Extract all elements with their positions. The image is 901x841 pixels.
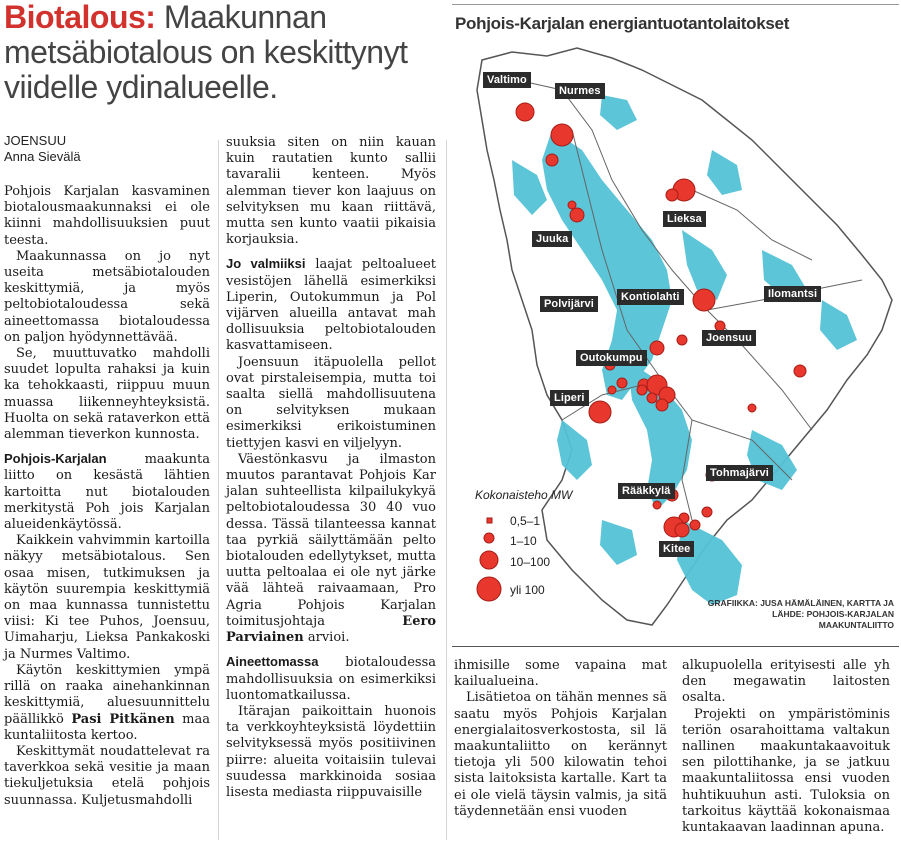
- legend-label: 1–10: [510, 534, 537, 548]
- paragraph: [226, 654, 436, 704]
- paragraph-text: laajat peltoalueet vesistöjen lähellä esimerkiksi Liperin, Outokummun ja Pol vijärven alueilla antavat mah dollisuuksia peltobiotalouden kasvattamiseen.: [226, 257, 437, 354]
- legend-label: yli 100: [510, 583, 545, 597]
- paragraph: [4, 663, 210, 744]
- paragraph: Keskittymät noudattelevat ra taverkkoa sekä vesitie ja maan tiekuljetuksia etelä pohjois suunnassa. Kuljetusmahdolli: [4, 743, 210, 808]
- paragraph: Joensuun itäpuolella pellot ovat pirstaleisempia, mutta toi saalta siellä mahdollisuutena on selvityksen mukaan esimerkiksi erikoistuminen tiettyjen kasvi en viljelyyn.: [226, 354, 436, 451]
- column-divider: [446, 140, 447, 840]
- headline-kicker: Biotalous:: [4, 0, 156, 35]
- paragraph: suuksia siten on niin kauan kuin rautatien kunto sallii tavaralii kenteen. Myös alemman tiever kon laajuus on selvityksen mu kaan riittävä, mutta sen kunto vaatii pikaisia korjauksia.: [226, 135, 436, 248]
- article-column-3: [454, 658, 667, 820]
- paragraph: Se, muuttuvatko mahdolli suudet lopulta rahaksi ja kuin ka tehokkaasti, riippuu muun muassa liikenneyhteyksistä. Huolta on sekä rataverkon että alemman tieverkon kunnosta.: [4, 346, 210, 443]
- headline: [4, 0, 444, 105]
- section-lead: Jo valmiiksi: [226, 256, 306, 272]
- byline: [4, 133, 81, 165]
- town-label-nurmes: Nurmes: [555, 83, 605, 99]
- paragraph-text: arvioi.: [303, 630, 350, 646]
- paragraph: [226, 256, 436, 354]
- town-label-valtimo: Valtimo: [483, 72, 531, 88]
- paragraph-text: biotaloudessa mahdollisuuksia on esimerkiksi luontomatkailussa.: [226, 655, 436, 703]
- town-label-outokumpu: Outokumpu: [576, 350, 647, 366]
- legend-label: 0,5–1: [510, 514, 541, 528]
- legend-label: 10–100: [510, 555, 551, 569]
- paragraph: ihmisille some vapaina mat kailualueina.: [454, 658, 667, 690]
- byline-author: Anna Sievälä: [4, 149, 81, 164]
- article-column-4: [682, 658, 890, 836]
- town-label-polvijarvi: Polvijärvi: [540, 296, 598, 312]
- paragraph-text: Käytön keskittymien ympä rillä on raaka ainehankinnan keskittymiä, aluesuunnittelu päällikkö: [4, 662, 210, 727]
- article-column-1: [4, 184, 210, 809]
- town-label-raakkyla: Rääkkylä: [618, 483, 675, 499]
- byline-place: JOENSUU: [4, 133, 67, 148]
- graphic-bottom-rule: [452, 646, 899, 647]
- town-label-tohmajarvi: Tohmajärvi: [706, 465, 773, 481]
- person-name: Pasi Pitkänen: [71, 711, 175, 727]
- paragraph: [4, 451, 210, 533]
- paragraph: [226, 452, 436, 646]
- legend-title: Kokonaisteho MW: [475, 488, 573, 502]
- town-label-liperi: Liperi: [550, 390, 589, 406]
- column-divider: [218, 140, 219, 840]
- section-lead: Pohjois-Karjalan: [4, 451, 107, 467]
- graphic-credit: GRAFIIKKA: JUSA HÄMÄLÄINEN, KARTTA JA LÄHDE: POHJOIS-KARJALAN MAAKUNTALIITTO: [707, 598, 894, 630]
- paragraph: Pohjois Karjalan kasvaminen biotalousmaakunnaksi ei ole kiinni mahdollisuuksien puut teesta.: [4, 184, 210, 248]
- paragraph: Lisätietoa on tähän mennes sä saatu myös Pohjois Karjalan energialaitosverkostosta, sil lä maakuntaliitto on kerännyt tietoja yli 500 kilowatin tehoi sista laitoksista kartalle. Kart ta ei ole vielä täysin valmis, ja sitä täydennetään ensi vuoden: [454, 690, 667, 819]
- paragraph-text: maa kuntaliitosta kertoo.: [4, 711, 210, 743]
- paragraph-text: Väestönkasvu ja ilmaston muutos parantavat Pohjois Kar jalan suhteellista kilpailukykyä peltobiotaloudessa 30 40 vuo dessa. Tässä tilanteessa kannat taa pyrkiä säilyttämään pelto biotalouden edellytykset, mutta uutta peltoalaa ei ole nyt järke vää lähteä raivaamaan, Pro Agria Pohjois Karjalan toimitusjohtaja: [226, 451, 436, 629]
- person-name: Eero Parviainen: [226, 613, 436, 646]
- paragraph-text: maakunta liitto on kesästä lähtien kartoitta nut biotalouden merkitystä Poh jois Karjalan alueidenkäytössä.: [4, 452, 210, 533]
- graphic-title: Pohjois-Karjalan energiantuotantolaitokset: [455, 14, 790, 33]
- paragraph: Projekti on ympäristöminis teriön osarahoittama valtakun nallinen maakuntakaavoituk sen pilottihanke, ja se jatkuu maakuntaliitossa ensi vuoden huhtikuuhun asti. Tuloksia on tarkoitus käyttää kokonaismaa kuntakaavan laadinnan apuna.: [682, 706, 890, 836]
- paragraph: alkupuolella erityisesti alle yh den megawatin laitosten osalta.: [682, 658, 890, 706]
- paragraph: Kaikkein vahvimmin kartoilla näkyy metsäbiotalous. Sen osaa misen, tutkimuksen ja käytön suurempia keskittymiä on maa kunnassa tunnistettu viisi: Ki tee Puhos, Joensuu, Uimaharju, Lieksa Pankakoski ja Nurmes Valtimo.: [4, 533, 210, 662]
- legend-symbols: [477, 518, 501, 601]
- town-label-lieksa: Lieksa: [663, 211, 706, 227]
- paragraph: Itärajan paikoittain huonois ta verkkoyhteyksistä löydettiin selvityksessä myös positiivinen piirre: alueita voitaisiin tulevai suudessa markkinoida sosiaa lisesta mediasta riippuvaisille: [226, 703, 436, 800]
- town-label-kitee: Kitee: [659, 541, 694, 557]
- section-lead: Aineettomassa: [226, 654, 319, 670]
- town-label-ilomantsi: Ilomantsi: [764, 286, 821, 302]
- town-label-kontiolahti: Kontiolahti: [617, 289, 684, 305]
- headline-text: Maakunnan metsäbiotalous on keskittynyt viidelle ydinalueelle.: [4, 0, 408, 105]
- article-column-2: [226, 135, 436, 801]
- town-label-juuka: Juuka: [532, 231, 572, 247]
- town-label-joensuu: Joensuu: [702, 330, 756, 346]
- paragraph: Maakunnassa on jo nyt useita metsäbiotalouden keskittymiä, ja myös peltobiotaloudessa sekä aineettomassa biotaloudessa on paljon hyödynnettävää.: [4, 248, 210, 345]
